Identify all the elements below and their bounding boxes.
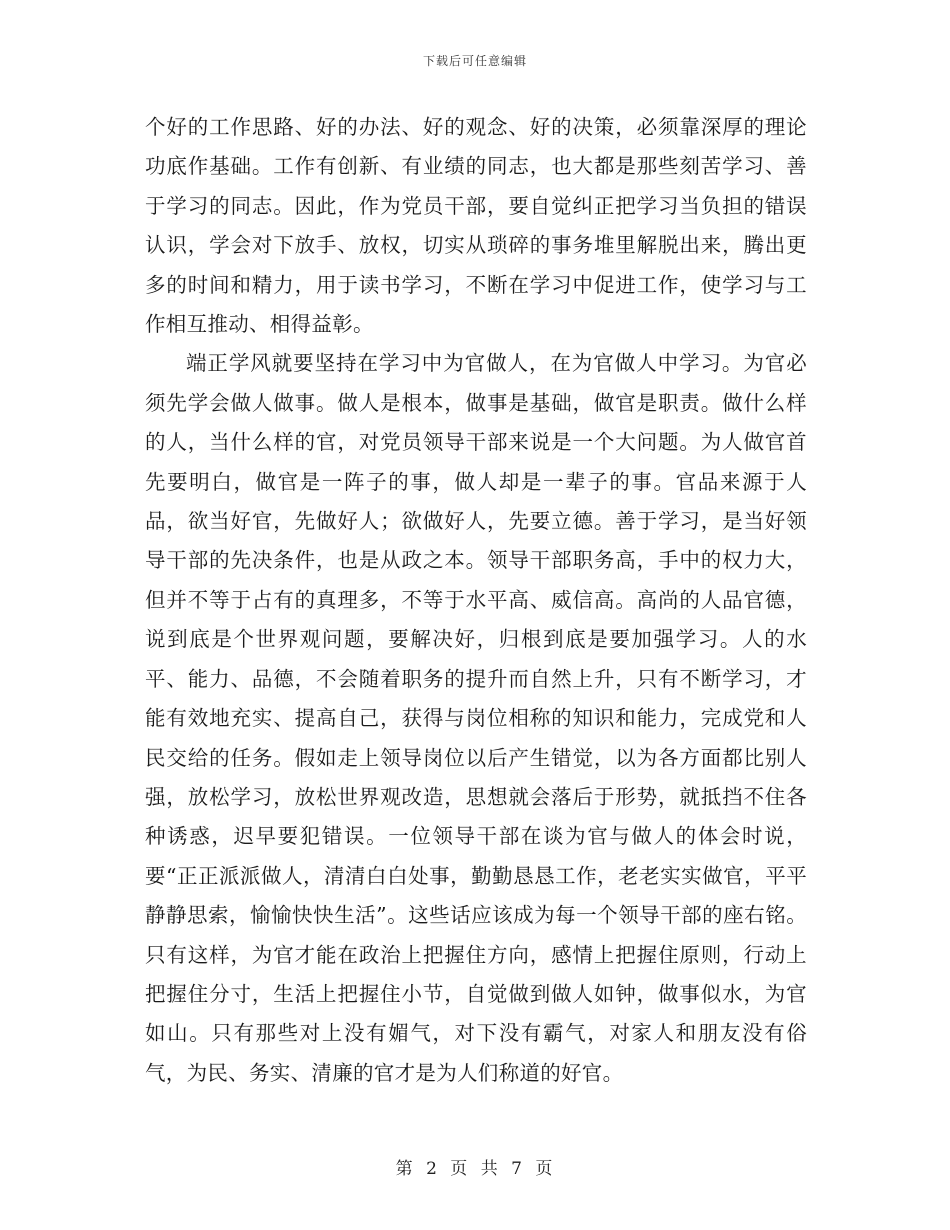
paragraph-continuation: 个好的工作思路、好的办法、好的观念、好的决策，必须靠深厚的理论功底作基础。工作有创新、有业绩的同志，也大都是那些刻苦学习、善于学习的同志。因此，作为党员干部，要自觉纠正把学习当负担的错误认识，学会对下放手、放权，切实从琐碎的事务堆里解脱出来，腾出更多的时间和精力，用于读书学习，不断在学习中促进工作，使学习与工作相互推动、相得益彰。: [145, 115, 807, 337]
page-number-footer: 第 2 页 共 7 页: [395, 1159, 555, 1179]
page-header: 下载后可任意编辑: [422, 54, 527, 68]
document-body: [145, 108, 807, 1093]
paragraph-study-style: 端正学风就要坚持在学习中为官做人，在为官做人中学习。为官必须先学会做人做事。做人是根本，做事是基础，做官是职责。做什么样的人，当什么样的官，对党员领导干部来说是一个大问题。为人做官首先要明白，做官是一阵子的事，做人却是一辈子的事。官品来源于人品，欲当好官，先做好人；欲做好人，先要立德。善于学习，是当好领导干部的先决条件，也是从政之本。领导干部职务高，手中的权力大，但并不等于占有的真理多，不等于水平高、威信高。高尚的人品官德，说到底是个世界观问题，要解决好，归根到底是要加强学习。人的水平、能力、品德，不会随着职务的提升而自然上升，只有不断学习，才能有效地充实、提高自己，获得与岗位相称的知识和能力，完成党和人民交给的任务。假如走上领导岗位以后产生错觉，以为各方面都比别人强，放松学习，放松世界观改造，思想就会落后于形势，就抵挡不住各种诱惑，迟早要犯错误。一位领导干部在谈为官与做人的体会时说，要“正正派派做人，清清白白处事，勤勤恳恳工作，老老实实做官，平平静静思索，愉愉快快生活”。这些话应该成为每一个领导干部的座右铭。只有这样，为官才能在政治上把握住方向，感情上把握住原则，行动上把握住分寸，生活上把握住小节，自觉做到做人如钟，做事似水，为官如山。只有那些对上没有媚气，对下没有霸气，对家人和朋友没有俗气，为民、务实、清廉的官才是为人们称道的好官。: [145, 351, 807, 1085]
